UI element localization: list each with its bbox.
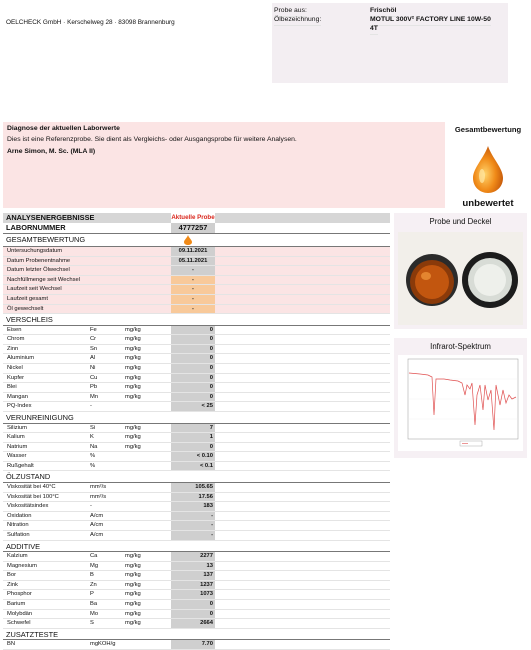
section-title: ZUSATZTESTE [6, 629, 59, 639]
table-row [3, 521, 390, 531]
table-row [3, 462, 390, 472]
parameter-value: < 25 [171, 402, 215, 411]
parameter-symbol: B [90, 572, 94, 579]
parameter-name: Natrium [7, 443, 28, 450]
parameter-symbol: Zn [90, 581, 97, 588]
section-header [3, 412, 390, 424]
table-row [3, 452, 390, 462]
table-row [3, 354, 390, 364]
parameter-name: PQ-Index [7, 403, 32, 410]
parameter-value: 7 [171, 424, 215, 433]
parameter-unit: mg/kg [125, 591, 141, 598]
info-row-value: - [171, 285, 215, 294]
table-row [3, 493, 390, 503]
gesamtbewertung-title: Gesamtbewertung [454, 125, 522, 134]
table-row [3, 443, 390, 453]
parameter-name: Viskosität bei 100°C [7, 493, 59, 500]
parameter-name: Silizium [7, 424, 27, 431]
parameter-unit: mg/kg [125, 562, 141, 569]
section-title: ÖLZUSTAND [6, 472, 51, 482]
parameter-name: Zinn [7, 345, 19, 352]
parameter-value: 0 [171, 326, 215, 335]
parameter-symbol: Fe [90, 326, 97, 333]
table-row [3, 364, 390, 374]
parameter-name: Chrom [7, 336, 25, 343]
parameter-symbol: - [90, 403, 92, 410]
parameter-symbol: A/cm [90, 531, 104, 538]
parameter-unit: mg/kg [125, 620, 141, 627]
parameter-name: Nickel [7, 365, 23, 372]
parameter-symbol: Ni [90, 365, 96, 372]
parameter-unit: mg/kg [125, 601, 141, 607]
parameter-value: 1 [171, 433, 215, 442]
parameter-unit: mg/kg [125, 610, 141, 617]
aktuelle-probe-header: Aktuelle Probe [171, 214, 215, 221]
table-row [3, 374, 390, 384]
table-row [3, 640, 390, 650]
analysenergebnisse-title: ANALYSENERGEBNISSE [6, 213, 95, 222]
labornummer-row [3, 223, 390, 234]
parameter-value: 17.56 [171, 493, 215, 502]
table-row [3, 512, 390, 522]
table-row [3, 552, 390, 562]
parameter-symbol: Ca [90, 553, 98, 560]
section-header [3, 541, 390, 553]
parameter-value: - [171, 512, 215, 521]
table-row [3, 590, 390, 600]
oelbezeichnung-value-2: 4T [370, 25, 378, 35]
parameter-unit: mg/kg [125, 553, 141, 560]
parameter-name: Eisen [7, 326, 22, 333]
info-row-label: Nachfüllmenge seit Wechsel [7, 276, 81, 283]
parameter-symbol: Ba [90, 601, 98, 607]
parameter-symbol: Pb [90, 384, 98, 391]
parameter-value: 183 [171, 502, 215, 511]
info-row-label: Laufzeit gesamt [7, 295, 48, 302]
parameter-value: 0 [171, 600, 215, 609]
parameter-unit: mg/kg [125, 572, 141, 579]
parameter-name: Wasser [7, 453, 27, 460]
info-row [3, 257, 390, 267]
parameter-symbol: Cu [90, 374, 98, 381]
info-row [3, 295, 390, 305]
info-row [3, 285, 390, 295]
table-row [3, 610, 390, 620]
parameter-name: Viskositätsindex [7, 503, 49, 510]
probe-deckel-panel [394, 213, 527, 329]
gesamtbewertung-row [3, 234, 390, 247]
parameter-value: 105.65 [171, 483, 215, 492]
parameter-symbol: mgKOH/g [90, 641, 116, 648]
parameter-name: Molybdän [7, 610, 33, 617]
parameter-unit: mg/kg [125, 365, 141, 372]
labornummer-label: LABORNUMMER [6, 223, 66, 232]
info-row-value: - [171, 305, 215, 314]
info-row [3, 247, 390, 257]
parameter-name: BN [7, 641, 16, 648]
parameter-symbol: A/cm [90, 512, 104, 519]
parameter-value: 2664 [171, 619, 215, 628]
parameter-symbol: - [90, 503, 92, 510]
infrarot-title: Infrarot-Spektrum [430, 342, 491, 351]
parameter-name: Kalium [7, 434, 25, 441]
section-header [3, 471, 390, 483]
parameter-name: Blei [7, 384, 17, 391]
info-row-value: - [171, 266, 215, 275]
parameter-name: Bor [7, 572, 17, 579]
ir-spectrum-chart [398, 355, 523, 451]
parameter-unit: mg/kg [125, 326, 141, 333]
parameter-name: Mangan [7, 393, 28, 400]
diagnose-author: Arne Simon, M. Sc. (MLA II) [7, 148, 96, 155]
info-row [3, 276, 390, 286]
result-sections [3, 314, 390, 650]
parameter-symbol: Mn [90, 393, 99, 400]
parameter-unit: mg/kg [125, 374, 141, 381]
info-row-value: 09.11.2021 [171, 247, 215, 256]
parameter-value: 2277 [171, 552, 215, 561]
info-row [3, 266, 390, 276]
parameter-symbol: P [90, 591, 94, 598]
probe-aus-value: Frischöl [370, 7, 396, 17]
parameter-value: 137 [171, 571, 215, 580]
table-row [3, 562, 390, 572]
table-row [3, 345, 390, 355]
table-row [3, 571, 390, 581]
parameter-symbol: K [90, 434, 94, 441]
parameter-name: Kalzium [7, 553, 28, 560]
parameter-value: 0 [171, 383, 215, 392]
table-header [3, 213, 390, 223]
parameter-name: Nitration [7, 522, 29, 529]
parameter-value: 0 [171, 610, 215, 619]
parameter-unit: mg/kg [125, 336, 141, 343]
table-row [3, 424, 390, 434]
table-row [3, 433, 390, 443]
parameter-name: Phosphor [7, 591, 32, 598]
parameter-value: 0 [171, 393, 215, 402]
parameter-symbol: Mo [90, 610, 99, 617]
parameter-name: Sulfation [7, 531, 30, 538]
parameter-value: 0 [171, 443, 215, 452]
info-row-label: Datum Probenentnahme [7, 257, 71, 264]
parameter-symbol: Sn [90, 345, 98, 352]
parameter-value: - [171, 521, 215, 530]
section-title: VERSCHLEIS [6, 315, 53, 325]
table-row [3, 483, 390, 493]
labornummer-value: 4777257 [171, 223, 215, 233]
parameter-name: Barium [7, 601, 26, 607]
parameter-symbol: Na [90, 443, 98, 450]
info-row-label: Öl gewechselt [7, 305, 44, 312]
parameter-unit: mg/kg [125, 355, 141, 362]
info-row-label: Datum letzter Ölwechsel [7, 267, 70, 274]
table-row [3, 383, 390, 393]
infrarot-panel [394, 338, 527, 458]
section-header [3, 314, 390, 326]
sample-photo [398, 232, 523, 325]
analysis-table [3, 213, 390, 650]
parameter-unit: mg/kg [125, 424, 141, 431]
parameter-name: Viskosität bei 40°C [7, 483, 56, 490]
info-row-label: Untersuchungsdatum [7, 248, 63, 254]
parameter-value: 0 [171, 354, 215, 363]
parameter-symbol: Cr [90, 336, 97, 343]
parameter-value: 13 [171, 562, 215, 571]
parameter-name: Rußgehalt [7, 462, 34, 469]
table-row [3, 326, 390, 336]
parameter-unit: mg/kg [125, 434, 141, 441]
parameter-unit: mg/kg [125, 443, 141, 450]
oelbezeichnung-value: MOTUL 300V² FACTORY LINE 10W-50 [370, 16, 491, 26]
info-row-value: 05.11.2021 [171, 257, 215, 266]
parameter-value: 1073 [171, 590, 215, 599]
parameter-unit: mg/kg [125, 384, 141, 391]
parameter-symbol: A/cm [90, 522, 104, 529]
oelbezeichnung-label: Ölbezeichnung: [274, 16, 321, 26]
table-row [3, 502, 390, 512]
parameter-unit: mg/kg [125, 581, 141, 588]
parameter-symbol: Si [90, 424, 96, 431]
parameter-value: < 0.10 [171, 452, 215, 461]
section-title: ADDITIVE [6, 541, 41, 551]
info-row [3, 305, 390, 315]
gesamtbewertung-row-label: GESAMTBEWERTUNG [6, 235, 86, 244]
parameter-symbol: S [90, 620, 94, 627]
parameter-unit: mg/kg [125, 393, 141, 400]
table-row [3, 619, 390, 629]
parameter-value: 7.70 [171, 640, 215, 649]
parameter-name: Zink [7, 581, 18, 588]
info-row-value: - [171, 276, 215, 285]
parameter-symbol: % [90, 453, 96, 460]
probe-deckel-title: Probe und Deckel [429, 217, 492, 226]
parameter-symbol: mm²/s [90, 493, 107, 500]
parameter-symbol: mm²/s [90, 483, 107, 490]
parameter-symbol: Al [90, 355, 96, 362]
gesamtbewertung-status: unbewertet [462, 198, 514, 209]
parameter-unit: mg/kg [125, 345, 141, 352]
parameter-value: 0 [171, 364, 215, 373]
parameter-value: 0 [171, 374, 215, 383]
sender-address: OELCHECK GmbH · Kerschelweg 28 · 83098 Brannenburg [6, 19, 175, 26]
table-row [3, 402, 390, 412]
parameter-symbol: % [90, 462, 96, 469]
table-row [3, 393, 390, 403]
info-row-value: - [171, 295, 215, 304]
parameter-symbol: Mg [90, 562, 99, 569]
diagnose-title: Diagnose der aktuellen Laborwerte [7, 125, 120, 132]
info-rows [3, 247, 390, 314]
parameter-value: 1237 [171, 581, 215, 590]
section-title: VERUNREINIGUNG [6, 413, 74, 422]
parameter-value: < 0.1 [171, 462, 215, 471]
parameter-value: - [171, 531, 215, 540]
parameter-value: 0 [171, 335, 215, 344]
table-row [3, 531, 390, 541]
parameter-name: Magnesium [7, 562, 37, 569]
parameter-name: Schwefel [7, 620, 31, 627]
table-row [3, 581, 390, 591]
section-header [3, 629, 390, 641]
probe-info-box [272, 3, 508, 83]
diagnose-text: Dies ist eine Referenzprobe. Sie dient als Vergleichs- oder Ausgangsprobe für weitere Analysen. [7, 136, 297, 143]
parameter-value: 0 [171, 345, 215, 354]
diagnose-box [3, 122, 445, 208]
parameter-name: Oxidation [7, 512, 32, 519]
probe-aus-label: Probe aus: [274, 7, 307, 17]
info-row-label: Laufzeit seit Wechsel [7, 286, 62, 293]
parameter-name: Kupfer [7, 374, 25, 381]
parameter-name: Aluminium [7, 355, 35, 362]
table-row [3, 600, 390, 610]
table-row [3, 335, 390, 345]
oil-drop-icon [470, 144, 506, 199]
